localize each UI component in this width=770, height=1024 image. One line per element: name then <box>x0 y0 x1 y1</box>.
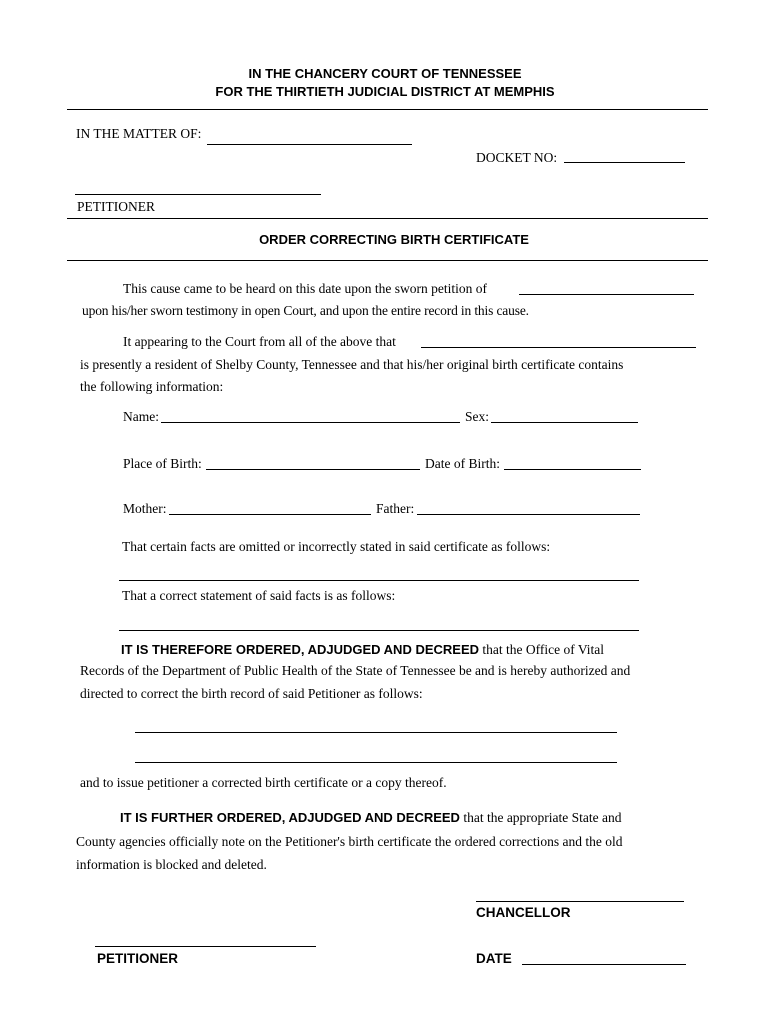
matter-label: IN THE MATTER OF: <box>76 126 202 141</box>
facts-correct-text: That a correct statement of said facts is as follows: <box>122 588 396 603</box>
correction-line-2[interactable] <box>135 762 617 763</box>
date-label: DATE <box>476 951 512 966</box>
para1-line2: upon his/her sworn testimony in open Court, and upon the entire record in this cause. <box>82 303 529 318</box>
para2-line1: It appearing to the Court from all of the above that <box>123 334 396 349</box>
facts-omitted-line[interactable] <box>119 580 639 581</box>
facts-correct-line[interactable] <box>119 630 639 631</box>
petitioner-label: PETITIONER <box>77 199 155 214</box>
further-line1 <box>120 809 622 827</box>
further-rest: that the appropriate State and <box>459 810 622 825</box>
further-lead: IT IS FURTHER ORDERED, ADJUDGED AND DECREED <box>120 810 460 825</box>
ordered-line2: Records of the Department of Public Health of the State of Tennessee be and is hereby authorized and <box>80 663 631 678</box>
district-title: FOR THE THIRTIETH JUDICIAL DISTRICT AT MEMPHIS <box>215 84 555 99</box>
date-signature-line[interactable] <box>522 964 686 965</box>
chancellor-label: CHANCELLOR <box>476 905 571 920</box>
docket-blank[interactable] <box>564 162 685 163</box>
father-label: Father: <box>376 501 415 516</box>
petitioner-signature-label: PETITIONER <box>97 951 179 966</box>
petitioner-name-blank[interactable] <box>75 194 321 195</box>
father-field[interactable] <box>417 514 640 515</box>
matter-blank[interactable] <box>207 144 412 145</box>
ordered-line3: directed to correct the birth record of said Petitioner as follows: <box>80 686 423 701</box>
issue-line: and to issue petitioner a corrected birth certificate or a copy thereof. <box>80 775 447 790</box>
sex-label: Sex: <box>465 409 490 424</box>
order-title: ORDER CORRECTING BIRTH CERTIFICATE <box>259 232 529 247</box>
facts-omitted-text: That certain facts are omitted or incorrectly stated in said certificate as follows: <box>122 539 551 554</box>
date-of-birth-label: Date of Birth: <box>425 456 500 471</box>
above-that-blank[interactable] <box>421 347 696 348</box>
petitioner-signature-line[interactable] <box>95 946 316 947</box>
date-of-birth-field[interactable] <box>504 469 641 470</box>
chancellor-signature-line[interactable] <box>476 901 684 902</box>
further-line2: County agencies officially note on the Petitioner's birth certificate the ordered corrections and the old <box>76 834 623 849</box>
petitioner-rule <box>67 218 708 219</box>
mother-field[interactable] <box>169 514 371 515</box>
docket-label: DOCKET NO: <box>476 150 558 165</box>
correction-line-1[interactable] <box>135 732 617 733</box>
place-of-birth-label: Place of Birth: <box>123 456 202 471</box>
ordered-line1 <box>121 641 604 659</box>
ordered-rest: that the Office of Vital <box>479 642 605 657</box>
header-rule <box>67 109 708 110</box>
para1-line1: This cause came to be heard on this date upon the sworn petition of <box>123 281 488 296</box>
petitioner-of-blank[interactable] <box>519 294 694 295</box>
name-field[interactable] <box>161 422 460 423</box>
ordered-lead: IT IS THEREFORE ORDERED, ADJUDGED AND DECREED <box>121 642 480 657</box>
name-label: Name: <box>123 409 159 424</box>
para2-line2: is presently a resident of Shelby County, Tennessee and that his/her original birth certificate contains <box>80 357 624 372</box>
title-rule <box>67 260 708 261</box>
court-title: IN THE CHANCERY COURT OF TENNESSEE <box>248 66 522 81</box>
further-line3: information is blocked and deleted. <box>76 857 267 872</box>
sex-field[interactable] <box>491 422 638 423</box>
place-of-birth-field[interactable] <box>206 469 420 470</box>
mother-label: Mother: <box>123 501 167 516</box>
para2-line3: the following information: <box>80 379 224 394</box>
